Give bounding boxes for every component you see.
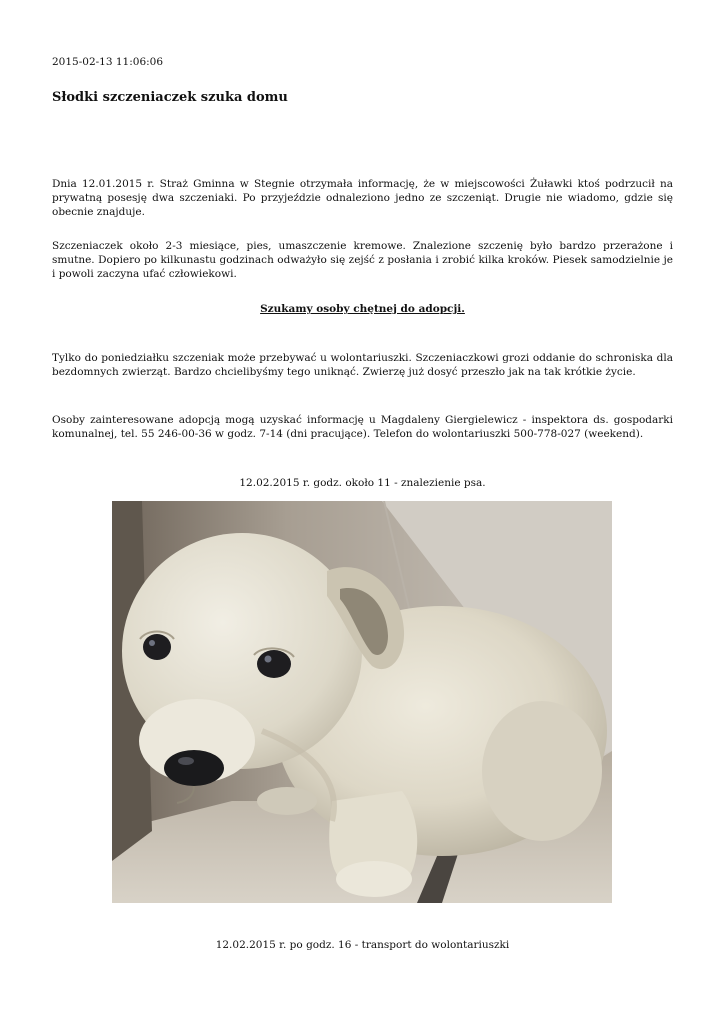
puppy-right-eye [257, 650, 291, 678]
puppy-back-paw [257, 787, 317, 815]
paragraph-contact: Osoby zainteresowane adopcją mogą uzyskać informację u Magdaleny Giergielewicz - inspektora ds. gospodarki komunalnej, tel. 55 246-00-36 w godz. 7-14 (dni pracujące). Telefon do wolontariuszki 500-778-027 (weekend). [52, 414, 673, 440]
adoption-callout: Szukamy osoby chętnej do adopcji. [260, 303, 465, 315]
puppy-hip [482, 701, 602, 841]
puppy-left-eye [143, 634, 171, 660]
paragraph-urgency: Tylko do poniedziałku szczeniak może przebywać u wolontariuszki. Szczeniaczkowi grozi oddanie do schroniska dla bezdomnych zwierząt. Bardzo chcielibyśmy tego uniknąć. Zwierzę już dosyć przeszło jak na tak krótkie życie. [52, 352, 673, 378]
paragraph-description: Szczeniaczek około 2-3 miesiące, pies, umaszczenie kremowe. Znalezione szczenię było bardzo przerażone i smutne. Dopiero po kilkunastu godzinach odważyło się zejść z posłania i zrobić kilka kroków. Piesek samodzielnie je i powoli zaczyna ufać człowiekowi. [52, 240, 673, 280]
paragraph-incident: Dnia 12.01.2015 r. Straż Gminna w Stegnie otrzymała informację, że w miejscowości Żuławki ktoś podrzucił na prywatną posesję dwa szczeniaki. Po przyjeździe odnaleziono jedno ze szczeniąt. Drugie nie wiadomo, gdzie się obecnie znajduje. [52, 178, 673, 218]
puppy-illustration [112, 501, 612, 903]
page-title: Słodki szczeniaczek szuka domu [52, 90, 288, 105]
photo-caption-transport: 12.02.2015 r. po godz. 16 - transport do wolontariuszki [215, 939, 510, 951]
puppy-paw [336, 861, 412, 897]
photo-caption-found: 12.02.2015 r. godz. około 11 - znalezienie psa. [239, 477, 486, 489]
publish-timestamp: 2015-02-13 11:06:06 [52, 56, 164, 68]
puppy-photo [112, 501, 612, 903]
puppy-nose [164, 750, 224, 786]
